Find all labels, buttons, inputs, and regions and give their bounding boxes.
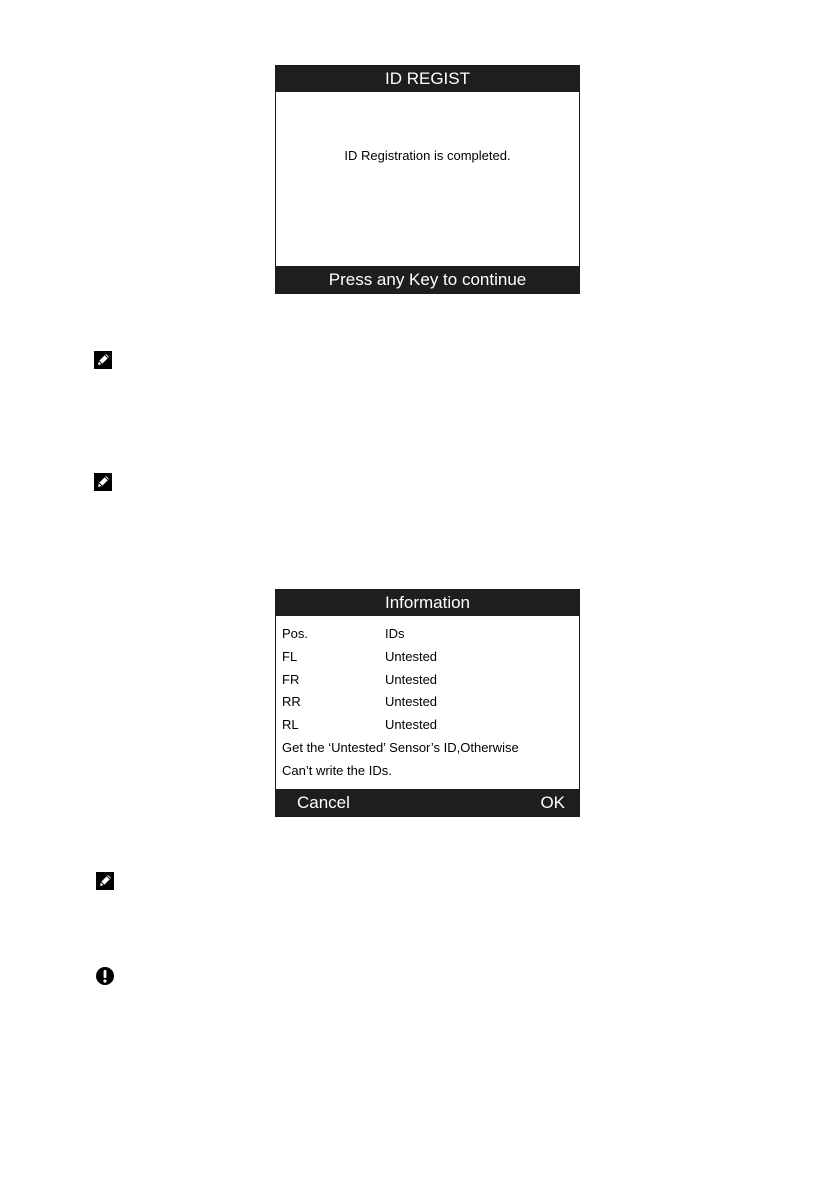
id-regist-message: ID Registration is completed. (344, 148, 511, 163)
ok-button[interactable]: OK (540, 793, 565, 812)
table-row (276, 649, 579, 671)
continue-prompt-bar[interactable] (276, 266, 579, 293)
row-pos: FR (282, 672, 300, 687)
continue-prompt[interactable]: Press any Key to continue (328, 270, 527, 289)
untested-note-line-2: Can’t write the IDs. (282, 763, 392, 778)
table-row (276, 672, 579, 694)
ids-column-header: IDs (385, 626, 405, 641)
id-regist-title: ID REGIST (384, 69, 470, 88)
row-id: Untested (385, 649, 438, 664)
row-id: Untested (385, 717, 438, 732)
information-screen (275, 589, 580, 817)
row-id: Untested (385, 694, 438, 709)
id-regist-title-bar (276, 66, 579, 92)
table-row (276, 717, 579, 739)
row-id: Untested (385, 672, 438, 687)
pos-column-header: Pos. (282, 626, 309, 641)
pencil-note-icon (93, 472, 113, 492)
row-pos: RR (282, 694, 301, 709)
row-pos: RL (282, 717, 299, 732)
information-button-bar (276, 789, 579, 816)
table-header-row (276, 626, 579, 648)
row-pos: FL (282, 649, 298, 664)
cancel-button[interactable]: Cancel (297, 793, 350, 812)
table-row (276, 694, 579, 716)
information-title-bar (276, 590, 579, 616)
pencil-note-icon (95, 871, 115, 891)
exclamation-warning-icon (95, 966, 115, 986)
information-title: Information (384, 593, 471, 612)
pencil-note-icon (93, 350, 113, 370)
untested-note-line-1: Get the ‘Untested’ Sensor’s ID,Otherwise (282, 740, 519, 755)
id-regist-screen (275, 65, 580, 294)
